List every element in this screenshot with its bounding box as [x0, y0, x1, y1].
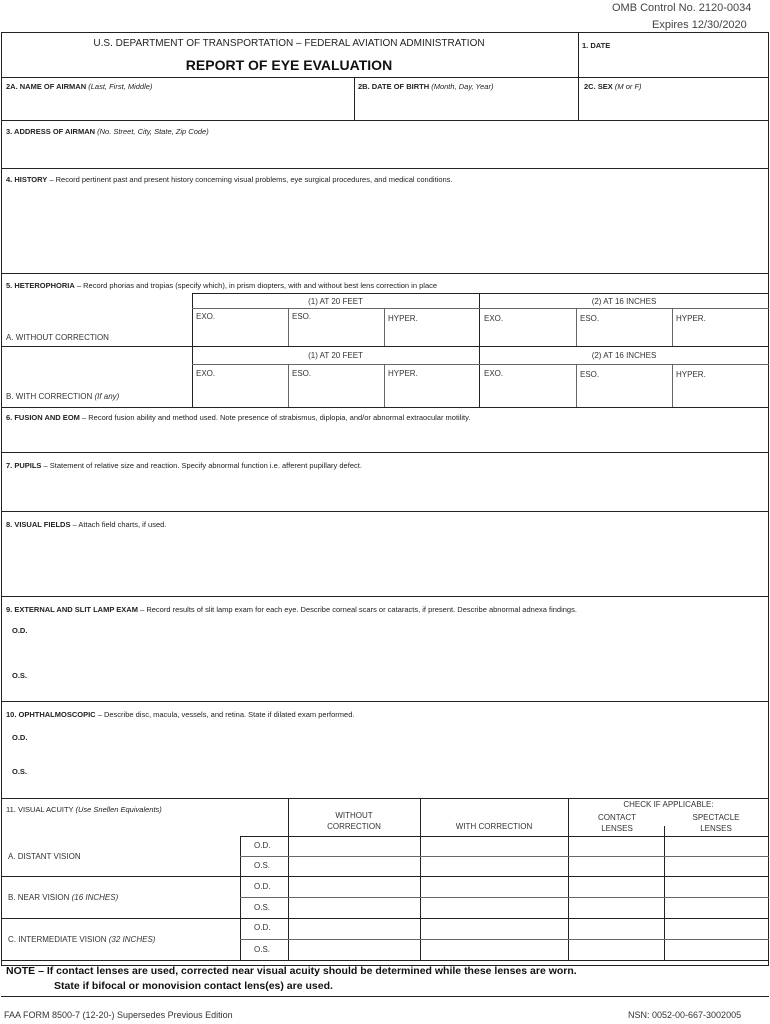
hyper-16in-without[interactable]: HYPER. [676, 314, 706, 323]
exo-20ft-with[interactable]: EXO. [196, 369, 216, 378]
intermediate-od[interactable]: O.D. [254, 923, 271, 932]
agency-name: U.S. DEPARTMENT OF TRANSPORTATION – FEDERAL AVIATION ADMINISTRATION [93, 38, 485, 49]
sex-field[interactable]: 2C. SEX (M or F) [584, 82, 642, 91]
at-20-feet-header-a: (1) AT 20 FEET [308, 297, 363, 306]
ophthalmoscopic-od-field[interactable]: O.D. [12, 733, 28, 742]
date-field[interactable]: 1. DATE [582, 41, 611, 50]
distant-vision-label: A. DISTANT VISION [8, 852, 81, 861]
near-od[interactable]: O.D. [254, 882, 271, 891]
exo-16in-with[interactable]: EXO. [484, 369, 504, 378]
history-field[interactable]: 4. HISTORY – Record pertinent past and present history concerning visual problems, eye surgical procedures, and medical conditions. [6, 175, 453, 184]
at-16-inches-header-b: (2) AT 16 INCHES [591, 351, 657, 360]
contact-lenses-header: CONTACT LENSES [597, 813, 637, 833]
airman-name-field[interactable]: 2A. NAME OF AIRMAN (Last, First, Middle) [6, 82, 153, 91]
date-of-birth-field[interactable]: 2B. DATE OF BIRTH (Month, Day, Year) [358, 82, 494, 91]
address-field[interactable]: 3. ADDRESS OF AIRMAN (No. Street, City, State, Zip Code) [6, 127, 209, 136]
ophthalmoscopic-label: 10. OPHTHALMOSCOPIC – Describe disc, macula, vessels, and retina. State if dilated exam performed. [6, 710, 355, 719]
form-number: FAA FORM 8500-7 (12-20-) Supersedes Previous Edition [4, 1010, 233, 1020]
at-20-feet-header-b: (1) AT 20 FEET [308, 351, 363, 360]
at-16-inches-header-a: (2) AT 16 INCHES [591, 297, 657, 306]
distant-od[interactable]: O.D. [254, 841, 271, 850]
spectacle-lenses-header: SPECTACLE LENSES [692, 813, 740, 833]
visual-acuity-label: 11. VISUAL ACUITY (Use Snellen Equivalents) [6, 805, 162, 814]
near-vision-label: B. NEAR VISION (16 INCHES) [8, 893, 119, 902]
eso-20ft-with[interactable]: ESO. [292, 369, 312, 378]
check-if-applicable-header: CHECK IF APPLICABLE: [623, 800, 714, 809]
slit-lamp-exam-label: 9. EXTERNAL AND SLIT LAMP EXAM – Record results of slit lamp exam for each eye. Describe corneal scars or cataracts, if present. Describe abnormal adnexa findings. [6, 605, 577, 614]
with-correction-header: WITH CORRECTION [455, 822, 533, 831]
contact-lens-note-line-1: NOTE – If contact lenses are used, corrected near visual acuity should be determined while these lenses are worn. [6, 965, 577, 977]
eso-16in-with[interactable]: ESO. [580, 370, 600, 379]
hyper-20ft-with[interactable]: HYPER. [388, 369, 418, 378]
visual-fields-field[interactable]: 8. VISUAL FIELDS – Attach field charts, if used. [6, 520, 167, 529]
hyper-16in-with[interactable]: HYPER. [676, 370, 706, 379]
fusion-eom-field[interactable]: 6. FUSION AND EOM – Record fusion ability and method used. Note presence of strabismus, diplopia, and/or abnormal extraocular motility. [6, 413, 471, 422]
near-os[interactable]: O.S. [254, 903, 271, 912]
contact-lens-note-line-2: State if bifocal or monovision contact lens(es) are used. [54, 980, 333, 992]
exo-16in-without[interactable]: EXO. [484, 314, 504, 323]
hyper-20ft-without[interactable]: HYPER. [388, 314, 418, 323]
form-title: REPORT OF EYE EVALUATION [185, 57, 393, 73]
exo-20ft-without[interactable]: EXO. [196, 312, 216, 321]
with-correction-label: B. WITH CORRECTION (If any) [6, 392, 120, 401]
slit-lamp-os-field[interactable]: O.S. [12, 671, 28, 680]
nsn-number: NSN: 0052-00-667-3002005 [628, 1010, 742, 1020]
ophthalmoscopic-os-field[interactable]: O.S. [12, 767, 28, 776]
intermediate-os[interactable]: O.S. [254, 945, 271, 954]
omb-control-number: OMB Control No. 2120-0034 [612, 2, 752, 14]
intermediate-vision-label: C. INTERMEDIATE VISION (32 INCHES) [8, 935, 156, 944]
distant-os[interactable]: O.S. [254, 861, 271, 870]
slit-lamp-od-field[interactable]: O.D. [12, 626, 28, 635]
without-correction-header: WITHOUT CORRECTION [327, 811, 381, 831]
eso-20ft-without[interactable]: ESO. [292, 312, 312, 321]
without-correction-label: A. WITHOUT CORRECTION [6, 333, 109, 342]
heterophoria-label: 5. HETEROPHORIA – Record phorias and tropias (specify which), in prism diopters, with and without best lens correction in place [6, 281, 438, 290]
pupils-field[interactable]: 7. PUPILS – Statement of relative size and reaction. Specify abnormal function i.e. afferent pupillary defect. [6, 461, 362, 470]
eso-16in-without[interactable]: ESO. [580, 314, 600, 323]
expiration-date: Expires 12/30/2020 [652, 19, 747, 31]
